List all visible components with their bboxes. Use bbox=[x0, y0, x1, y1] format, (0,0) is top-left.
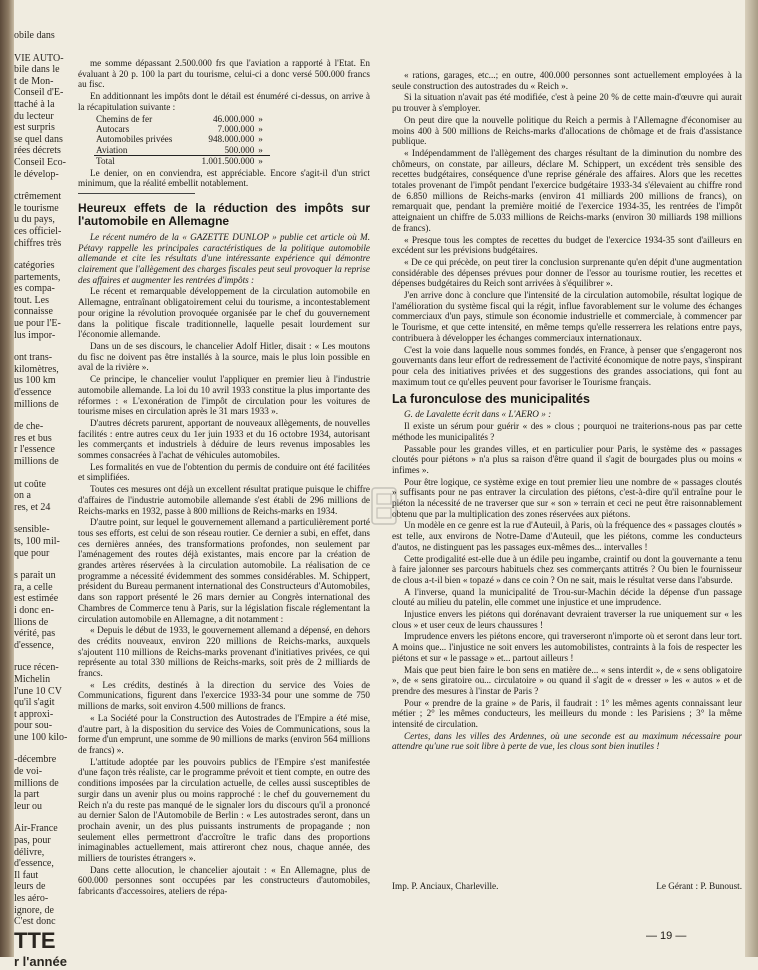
previous-page-line: que pour bbox=[14, 547, 50, 559]
book-binding bbox=[0, 0, 14, 957]
paragraph: Pour être logique, ce système exige en tout premier lieu une nombre de « passages cloutés » suffisants pour ne pas entraver la circulation des piétons, c'est-à-dire qu'il entraîne pour le piéton la nécessité de ne traverser que sur « son » terrain et ceci ne peut être raisonnablement obtenu que par la multiplication des zones réservées aux piétons. bbox=[392, 476, 742, 519]
recap-row bbox=[94, 134, 270, 144]
previous-page-line: du lecteur bbox=[14, 110, 54, 122]
paragraph: L'attitude adoptée par les pouvoirs publics de l'Empire s'est manifestée d'une façon très réaliste, car le programme prévoit et tient compte, en outre des conditions imposées par la circulation actuelle, de celles aussi susceptibles de surgir dans un avenir plus ou moins rapproché : le chef du gouvernement du Reich n'a du reste pas manqué de le signaler lors du discours qu'il a prononcé au dernier Salon de l'Automobile de Berlin : « Les autostrades seront, dans un prochain avenir, un des plus puissants instruments de propagande ; non seulement elles permettront d'accroître le trafic dans des proportions inimaginables actuellement, mais attireront chez nous, chaque année, des milliers de touristes étrangers ». bbox=[78, 756, 370, 864]
previous-page-line: r l'essence bbox=[14, 444, 55, 456]
previous-page-line bbox=[14, 341, 74, 352]
paragraph: Le denier, on en conviendra, est appréciable. Encore s'agit-il d'un strict minimum, que la réalité embellit notablement. bbox=[78, 167, 370, 189]
previous-page-line: millions de bbox=[14, 398, 59, 410]
recap-value: 948.000.000 bbox=[208, 134, 255, 145]
previous-page-line: Michelin bbox=[14, 673, 51, 685]
paragraph: D'autre point, sur lequel le gouvernement allemand a particulièrement porté tous ses efforts, est celui de son réseau routier. Ce dernier a subi, en effet, dans ces dernières années, des transformations profondes, non seulement par l'aménagement des routes déjà existantes, mais encore par la création de grandes artères réservées à la circulation automobile. La réalisation de ce programme a nécessité évidemment des sommes considérables. M. Schippert, président du Bureau permanent international des Constructeurs d'Automobiles, dans son rapport présenté le 26 mars dernier au Congrès international des Chambres de Commerce tenu à Paris, sur la législation fiscale réglementant la circulation automobile en Allemagne, a dit notamment : bbox=[78, 517, 370, 624]
paragraph: Le récent et remarquable développement de la circulation automobile en Allemagne, entraînant obligatoirement celui du tourisme, a incontestablement pour origine la révolution provoquée organisée par le chef du gouvernement dans la politique fiscale traditionnelle, laquelle pesait lourdement sur l'économie allemande. bbox=[78, 286, 370, 340]
previous-page-line: chiffres très bbox=[14, 237, 62, 249]
previous-page-line: d'essence, bbox=[14, 858, 54, 870]
previous-page-line: ignore, de bbox=[14, 904, 54, 916]
recap-row bbox=[94, 114, 270, 124]
previous-page-line: le tourisme bbox=[14, 202, 59, 214]
previous-page-line: se quel dans bbox=[14, 133, 63, 145]
previous-page-line: t approxi- bbox=[14, 708, 54, 720]
previous-page-line: lus impor- bbox=[14, 329, 56, 341]
recap-label: Autocars bbox=[96, 123, 130, 134]
recap-label: Chemins de fer bbox=[96, 113, 153, 124]
previous-page-line: le dévelop- bbox=[14, 168, 59, 180]
previous-page-line: res et bus bbox=[14, 432, 52, 444]
previous-page-line: est surpris bbox=[14, 122, 55, 134]
right-column bbox=[392, 70, 742, 752]
previous-page-line: délivre, bbox=[14, 846, 45, 858]
previous-page-line bbox=[14, 249, 74, 260]
paragraph: Un modèle en ce genre est la rue d'Auteuil, à Paris, où la fréquence des « passages cloutés » est telle, aux environs de Notre-Dame d'Auteuil, que les piétons, comme les conducteurs d'autos, ne distinguent pas les passages eux-mêmes des... intervalles ! bbox=[392, 520, 742, 552]
paragraph: J'en arrive donc à conclure que l'intensité de la circulation automobile, résultat logique de l'amélioration du système fiscal qui la régit, influe favorablement sur le volume des échanges commerciaux d'un pays, stimule son économie industrielle et commerciale, à commencer par le Tourisme, et que cette intensité, en même temps qu'elle resserrera les relations entre pays, contribuera à développer les échanges commerciaux internationaux. bbox=[392, 290, 742, 343]
previous-page-line: de che- bbox=[14, 421, 44, 433]
previous-page-line: llions de bbox=[14, 616, 49, 628]
recap-unit: » bbox=[258, 134, 263, 145]
page-edge bbox=[745, 0, 758, 957]
previous-page-line: pour sou- bbox=[14, 720, 53, 732]
paragraph: Il existe un sérum pour guérir « des » clous ; pourquoi ne traiterions-nous pas par cette méthode les municipalités ? bbox=[392, 421, 742, 442]
italic-introduction: Le récent numéro de la « GAZETTE DUNLOP » publie cet article où M. Pétavy rappelle les principales caractéristiques de la politique automobile allemande et cite les résultats d'une intéressante expérience qui démontre clairement que l'allègement des charges fiscales peut seul provoquer la reprise des affaires et augmenter les rentrées d'impôts : bbox=[78, 231, 370, 285]
imprint-line bbox=[392, 881, 742, 891]
recap-total-unit: » bbox=[256, 156, 270, 167]
paragraph: Toutes ces mesures ont déjà un excellent résultat pratique puisque le chiffre d'affaires de l'industrie automobile allemande s'est établi de 296 millions de Reichs-marks en 1932, passe à 800 millions de Reichs-marks en 1934. bbox=[78, 484, 370, 516]
previous-page-line: leurs de bbox=[14, 881, 46, 893]
paragraph: « Les crédits, destinés à la direction du service des Voies de Communications, figurent dans l'exercice 1933-34 pour une somme de 750 millions de marks, soit environ 4.500 millions de francs. bbox=[78, 679, 370, 712]
previous-page-line: d'essence bbox=[14, 387, 52, 399]
previous-page-fragment bbox=[14, 30, 74, 969]
previous-page-line: res, et 24 bbox=[14, 501, 51, 513]
previous-page-line: leur ou bbox=[14, 800, 43, 812]
paragraph: Imprudence envers les piétons encore, qui traverseront n'importe où et seront dans leur tort. A moins que... l'injustice ne soit envers les automobilistes, contraints à la fois de respecter les piétons et sur « le passage » et... partout ailleurs ! bbox=[392, 631, 742, 663]
previous-page-line: us 100 km bbox=[14, 375, 56, 387]
paragraph: Dans cette allocution, le chancelier ajoutait : « En Allemagne, plus de 600.000 personnes sont occupées par les constructeurs d'automobiles, fabricants d'accessoires, ateliers de répa- bbox=[78, 864, 370, 897]
paragraph: Passable pour les grandes villes, et en particulier pour Paris, le système des « passages cloutés pour piétons » n'a plus sa raison d'être quand il s'agit de bourgades plus ou moins « infimes ». bbox=[392, 443, 742, 475]
previous-page-line: ttaché à la bbox=[14, 98, 55, 110]
previous-page-line: catégories bbox=[14, 260, 55, 272]
paragraph: « La Société pour la Construction des Autostrades de l'Empire a été mise, d'autre part, à la disposition du service des Voies de Communications, sous la forme d'un emprunt, une somme de 90 millions de marks (environ 564 millions de francs) ». bbox=[78, 712, 370, 755]
section-heading: Heureux effets de la réduction des impôts sur l'automobile en Allemagne bbox=[78, 200, 370, 228]
previous-page-line: u du pays, bbox=[14, 214, 55, 226]
previous-page-line: Conseil Eco- bbox=[14, 156, 66, 168]
previous-page-line: obile dans bbox=[14, 30, 55, 41]
library-stamp-icon bbox=[370, 486, 398, 526]
paragraph: D'autres décrets parurent, apportant de nouveaux allègements, de nouvelles facilités : entre autres ceux du 1er juin 1933 et du 16 octobre 1934, autorisant les commerçants et industriels à déduire de leurs revenus imposables les sommes consacrées à l'achat de véhicules automobiles. bbox=[78, 417, 370, 461]
paragraph: « Presque tous les comptes de recettes du budget de l'exercice 1934-35 sont d'ailleurs en excédent sur les prévisions budgétaires. bbox=[392, 234, 742, 256]
recap-total-row bbox=[94, 156, 270, 167]
previous-page-line: Air-France bbox=[14, 823, 58, 835]
recap-label: Automobiles privées bbox=[96, 134, 173, 145]
previous-page-line: -décembre bbox=[14, 754, 57, 766]
previous-page-line: Conseil d'E- bbox=[14, 87, 64, 99]
recap-value: 46.000.000 bbox=[212, 113, 255, 124]
paragraph: « De ce qui précède, on peut tirer la conclusion surprenante qu'en dépit d'une augmentation considérable des dépenses prévues pour donner de l'essor au tourisme routier, les recettes et dépenses budgétaires du Reich sont arrivées à s'équilibrer ». bbox=[392, 256, 742, 289]
paragraph: Cette prodigalité est-elle due à un édile peu ingambe, craintif ou dont la gouvernante a tenu à faire jalonner ses parcours habituels chez ses commerçants attitrés ? Ou bien le fournisseur de clous a-t-il bien « topazé » dans ce coin ? On ne sait, mais le résultat verse dans l'absurde. bbox=[392, 553, 742, 585]
section-heading: La furonculose des municipalités bbox=[392, 392, 590, 407]
printer-credit: Imp. P. Anciaux, Charleville. bbox=[392, 881, 499, 891]
previous-page-line: on a bbox=[14, 490, 31, 502]
paragraph: « rations, garages, etc...; en outre, 400.000 personnes sont actuellement employées à la seule construction des autostrades du « Reich ». bbox=[392, 70, 742, 91]
paragraph: On peut dire que la nouvelle politique du Reich a permis à l'Allemagne d'économiser au moins 400 à 500 millions de Reichs-marks d'allocations de chômage et de frais d'assistance publique. bbox=[392, 114, 742, 147]
paragraph: Les formalités en vue de l'obtention du permis de conduire ont été facilitées et simplifiées. bbox=[78, 461, 370, 483]
manager-credit: Le Gérant : P. Bunoust. bbox=[656, 881, 742, 891]
paragraph: En additionnant les impôts dont le détail est énuméré ci-dessus, on arrive à la récapitulation suivante : bbox=[78, 91, 370, 112]
previous-page-line: ut coûte bbox=[14, 478, 46, 490]
previous-page-line: s parait un bbox=[14, 570, 56, 582]
previous-page-line bbox=[14, 812, 74, 823]
paragraph: me somme dépassant 2.500.000 frs que l'aviation a rapporté à l'Etat. En évaluant à 20 p. 100 la part du tourisme, celui-ci a donc versé 500.000 francs au fisc. bbox=[78, 58, 370, 90]
paragraph: « Indépendamment de l'allègement des charges résultant de la diminution du nombre des chômeurs, on constate, par ailleurs, déclare M. Schippert, un excédent très sensible des recettes budgétaires, conséquence d'une reprise générale des affaires. Alors que les recettes totales provenant de l'impôt pendant l'exercice budgétaire 1933-34 s'élevaient au chiffre rond de 6.850 millions de Reichs-marks (environ 41 milliards 200 millions de francs), on remarquait que, pendant la première moitié de l'exercice 1934-35, les rentrées de l'impôt atteignaient un chiffre de 5.033 millions de Reichs-marks (environ 30 milliards 198 millions de francs). bbox=[392, 147, 742, 233]
previous-page-line: qu'il s'agit bbox=[14, 697, 55, 709]
previous-page-line: une 100 kilo- bbox=[14, 731, 68, 743]
previous-page-line: Il faut bbox=[14, 869, 39, 881]
recap-total-value: 1.001.500.000 bbox=[174, 156, 256, 167]
recap-unit: » bbox=[258, 144, 263, 155]
paragraph: A l'inverse, quand la municipalité de Trou-sur-Machin décide la dépense d'un passage clouté au milieu du patelin, elle commet une injustice et une imprudence. bbox=[392, 586, 742, 608]
recap-row bbox=[94, 145, 270, 156]
previous-page-line bbox=[14, 743, 74, 754]
previous-page-line: de voi- bbox=[14, 766, 43, 778]
previous-page-line: ruce récen- bbox=[14, 662, 59, 674]
paragraph: C'est la voie dans laquelle nous sommes fondés, en France, à penser que s'engageront nos gouvernants dans leur effort de redressement de l'activité économique de notre pays, s'inspirant pour cela des initiatives privées et des suggestions des grandes associations, qui font au maximum tout ce qu'elles peuvent pour favoriser le Tourisme français. bbox=[392, 344, 742, 387]
paragraph: Pour « prendre de la graine » de Paris, il faudrait : 1° les mêmes agents connaissant leur métier ; 2° les mêmes conducteurs, les meilleurs du monde : les Parisiens ; 3° la même intensité de circulation. bbox=[392, 697, 742, 730]
paragraph: « Depuis le début de 1933, le gouvernement allemand a dépensé, en dehors des crédits nouveaux, environ 220 millions de Reichs-marks, auxquels s'ajoutent 110 millions de Reichs-marks provenant d'initiatives privées, ce qui représente au total 330 millions de Reichs-marks, soit près de 2 milliards de francs. bbox=[78, 625, 370, 679]
previous-page-line: d'essence, bbox=[14, 639, 54, 651]
previous-page-line bbox=[14, 513, 74, 524]
previous-page-line: ra, a celle bbox=[14, 581, 53, 593]
paragraph: Mais que peut bien faire le bon sens en matière de... « sens interdit », de « sens obligatoire », de « sens giratoire ou... circulatoire » ou quand il s'agit de « dresser » les « autos » et de prendre des mesures à l'instar de Paris ? bbox=[392, 664, 742, 696]
previous-page-line bbox=[14, 468, 74, 479]
paragraph: Ce principe, le chancelier voulut l'appliquer en premier lieu à l'industrie automobile allemande. La loi du 10 avril 1933 constitue la plus importante des réformes : « L'exonération de l'impôt de circulation pour les voitures de tourisme mises en circulation après le 31 mars 1933 ». bbox=[78, 374, 370, 417]
previous-page-title: TTE bbox=[14, 927, 56, 953]
previous-page-line: rées décrets bbox=[14, 145, 61, 157]
page-number: — 19 — bbox=[646, 930, 687, 942]
previous-page-line: connaisse bbox=[14, 306, 53, 318]
previous-page-line: ces officiel- bbox=[14, 225, 62, 237]
previous-page-line bbox=[14, 42, 74, 53]
recap-table bbox=[94, 114, 270, 167]
left-column bbox=[78, 58, 370, 897]
previous-page-line: ts, 100 mil- bbox=[14, 535, 60, 547]
previous-page-subtitle: r l'année bbox=[14, 953, 67, 969]
paragraph: Dans un de ses discours, le chancelier Adolf Hitler, disait : « Les moutons du fisc ne doivent pas être installés à la source, mais le plus loin possible en aval de la rivière ». bbox=[78, 340, 370, 373]
previous-page-line bbox=[14, 559, 74, 570]
recap-total-label: Total bbox=[94, 156, 174, 167]
previous-page-line: ue pour l'E- bbox=[14, 318, 61, 330]
previous-page-line bbox=[14, 410, 74, 421]
recap-row bbox=[94, 124, 270, 134]
paragraph: Certes, dans les villes des Ardennes, où une seconde est au maximum nécessaire pour attendre qu'une rue soit libre à perte de vue, les clous sont bien inutiles ! bbox=[392, 730, 742, 752]
previous-page-line: t de Mon- bbox=[14, 75, 54, 87]
paragraph: Si la situation n'avait pas été modifiée, c'est à peine 20 % de cette main-d'œuvre qui aurait pu trouver à s'employer. bbox=[392, 92, 742, 114]
previous-page-line: est estimée bbox=[14, 593, 59, 605]
previous-page-line: millions de bbox=[14, 777, 59, 789]
previous-page-line: bile dans le bbox=[14, 64, 60, 76]
previous-page-line: ont trans- bbox=[14, 352, 53, 364]
recap-unit: » bbox=[258, 123, 263, 134]
previous-page-line bbox=[14, 180, 74, 191]
previous-page-line bbox=[14, 651, 74, 662]
recap-label: Aviation bbox=[96, 144, 128, 155]
recap-unit: » bbox=[258, 113, 263, 124]
previous-page-line: millions de bbox=[14, 456, 59, 467]
previous-page-line: tout. Les bbox=[14, 294, 49, 306]
previous-page-line: l'une 10 CV bbox=[14, 685, 62, 697]
previous-page-line: i donc en- bbox=[14, 604, 54, 616]
previous-page-line: les aéro- bbox=[14, 893, 49, 904]
previous-page-line: VIE AUTO- bbox=[14, 52, 64, 64]
previous-page-line: partements, bbox=[14, 271, 61, 283]
previous-page-line: la part bbox=[14, 789, 40, 801]
previous-page-line: kilomètres, bbox=[14, 363, 59, 375]
section-rule bbox=[78, 193, 195, 194]
previous-page-line: C'est donc bbox=[14, 916, 56, 928]
recap-value: 500.000 bbox=[224, 144, 255, 155]
previous-page-line: ctrêmement bbox=[14, 191, 62, 203]
paragraph: Injustice envers les piétons qui dorénavant devraient traverser la rue uniquement sur « les clous » et user ceux de leurs chaussures ! bbox=[392, 609, 742, 630]
previous-page-line: es compa- bbox=[14, 283, 55, 295]
previous-page-line: sensible- bbox=[14, 524, 50, 536]
previous-page-line: vérité, pas bbox=[14, 628, 56, 640]
byline: G. de Lavalette écrit dans « L'AERO » : bbox=[404, 409, 552, 420]
recap-value: 7.000.000 bbox=[217, 123, 255, 134]
previous-page-line: pas, pour bbox=[14, 835, 51, 847]
